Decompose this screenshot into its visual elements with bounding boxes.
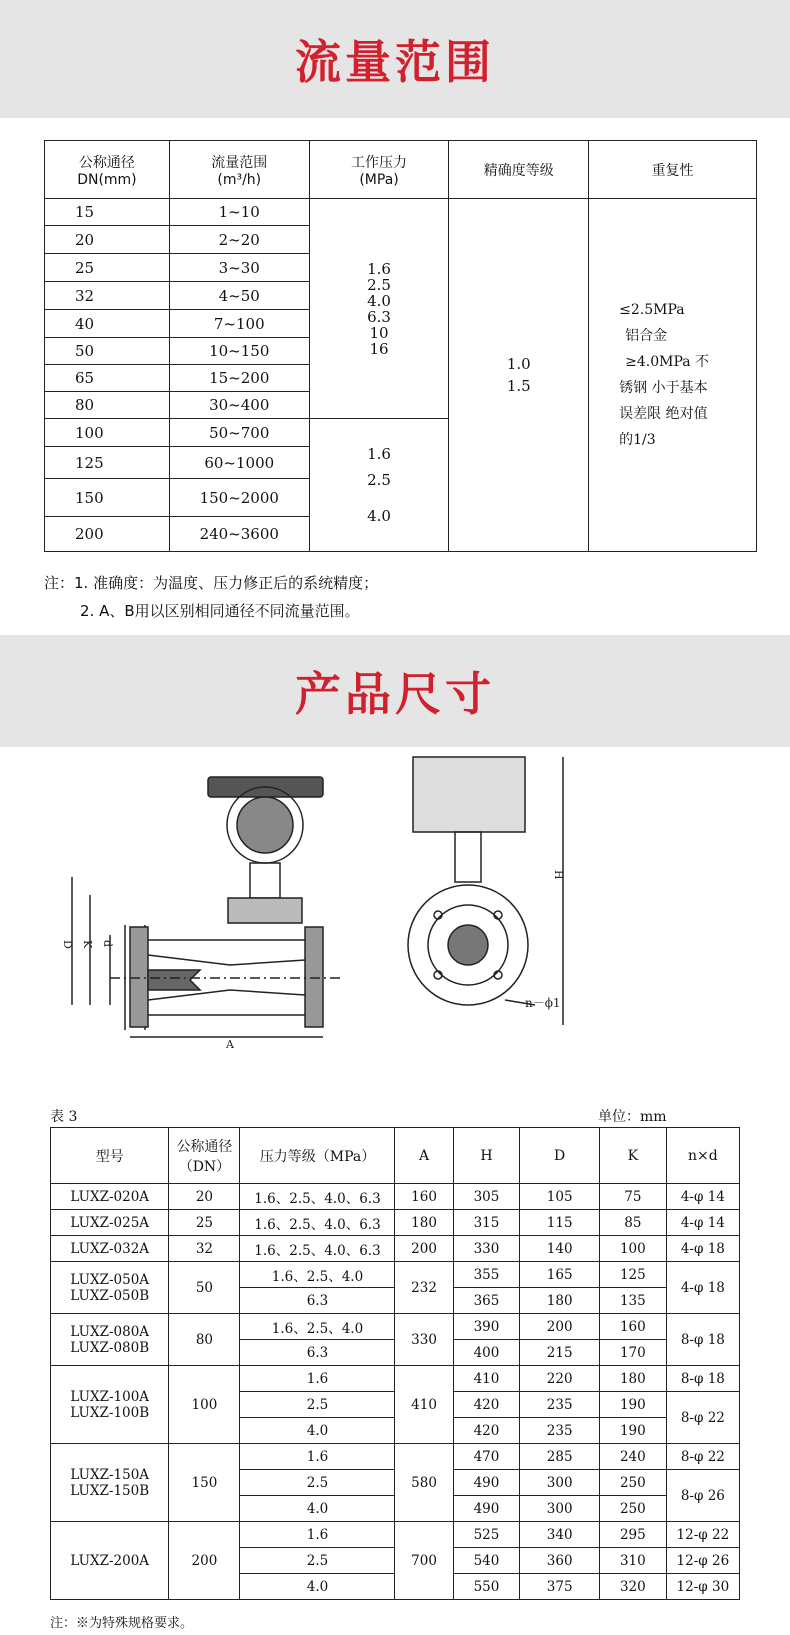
- label-H: H: [552, 870, 565, 880]
- label-D: D: [61, 940, 74, 949]
- front-neck: [455, 832, 481, 882]
- flow-cell: 15~200: [169, 365, 309, 392]
- pressure-group-2: 1.6 2.5 4.0: [309, 419, 449, 552]
- flow-cell: 2~20: [169, 226, 309, 254]
- neck: [250, 863, 280, 898]
- header-accuracy: 精确度等级: [449, 141, 589, 199]
- dn-cell: 150: [45, 479, 170, 517]
- header-model: 型号: [51, 1128, 169, 1184]
- front-view-drawing: [395, 755, 595, 1055]
- dn-cell: 80: [45, 392, 170, 419]
- flow-cell: 50~700: [169, 419, 309, 447]
- flow-cell: 150~2000: [169, 479, 309, 517]
- swirler: [148, 970, 200, 990]
- table-row: LUXZ-032A 32 1.6、2.5、4.0、6.3 200 330 140 100 4-φ 18: [51, 1236, 740, 1262]
- pressure-group-1: 1.6 2.5 4.0 6.3 10 16: [309, 199, 449, 419]
- table-unit: 单位：mm: [598, 1109, 667, 1125]
- label-A: A: [226, 1038, 234, 1051]
- inlet-flange: [130, 927, 148, 1027]
- label-holes: n－ϕ1: [525, 996, 561, 1010]
- transmitter-head: [413, 757, 525, 832]
- repeatability-cell: ≤2.5MPa 铝合金 ≥4.0MPa 不 锈钢 小于基本 误差限 绝对值 的1/3: [589, 199, 757, 552]
- side-view-drawing: [50, 775, 360, 1055]
- header-k: K: [600, 1128, 667, 1184]
- header-nd: n×d: [666, 1128, 739, 1184]
- label-d: d: [101, 940, 114, 948]
- table-row: 4.0 420 235 190: [51, 1418, 740, 1444]
- label-K: K: [81, 940, 94, 949]
- dn-cell: 65: [45, 365, 170, 392]
- header-d: D: [520, 1128, 600, 1184]
- header-h: H: [453, 1128, 520, 1184]
- flow-cell: 240~3600: [169, 517, 309, 552]
- section-banner-flow: [0, 0, 790, 118]
- table-row: 2.5 540 360 310 12-φ 26: [51, 1548, 740, 1574]
- flow-cell: 1~10: [169, 199, 309, 226]
- header-repeatability: 重复性: [589, 141, 757, 199]
- center-bore: [448, 925, 488, 965]
- flow-cell: 60~1000: [169, 447, 309, 479]
- table-row: LUXZ-200A 200 1.6 700 525 340 295 12-φ 22: [51, 1522, 740, 1548]
- outlet-flange: [305, 927, 323, 1027]
- table-row: 6.3 400 215 170: [51, 1340, 740, 1366]
- flow-cell: 3~30: [169, 254, 309, 282]
- section-title-size: 产品尺寸: [295, 667, 495, 721]
- dn-cell: 100: [45, 419, 170, 447]
- flow-cell: 30~400: [169, 392, 309, 419]
- dn-cell: 25: [45, 254, 170, 282]
- table-3-title: 表 3: [50, 1109, 78, 1125]
- table-row: 2.5 420 235 190 8-φ 22: [51, 1392, 740, 1418]
- flow-cell: 4~50: [169, 282, 309, 310]
- table-row: LUXZ-050A LUXZ-050B 50 1.6、2.5、4.0 232 355 165 125 4-φ 18: [51, 1262, 740, 1288]
- table-row: LUXZ-100A LUXZ-100B 100 1.6 410 410 220 180 8-φ 18: [51, 1366, 740, 1392]
- flow-cell: 7~100: [169, 310, 309, 338]
- dn-cell: 125: [45, 447, 170, 479]
- table-row: LUXZ-020A 20 1.6、2.5、4.0、6.3 160 305 105 75 4-φ 14: [51, 1184, 740, 1210]
- header-flow: 流量范围 (m³/h): [169, 141, 309, 199]
- dn-cell: 20: [45, 226, 170, 254]
- table-row: LUXZ-025A 25 1.6、2.5、4.0、6.3 180 315 115 85 4-φ 14: [51, 1210, 740, 1236]
- flow-range-table: [44, 140, 757, 552]
- flow-cell: 10~150: [169, 338, 309, 365]
- table-row: LUXZ-080A LUXZ-080B 80 1.6、2.5、4.0 330 390 200 160 8-φ 18: [51, 1314, 740, 1340]
- dn-cell: 50: [45, 338, 170, 365]
- table-row: 2.5 490 300 250 8-φ 26: [51, 1470, 740, 1496]
- dn-cell: 15: [45, 199, 170, 226]
- header-dn: 公称通径 DN(mm): [45, 141, 170, 199]
- accuracy-cell: 1.0 1.5: [449, 199, 589, 552]
- header-dn: 公称通径 （DN）: [169, 1128, 240, 1184]
- table-row: LUXZ-150A LUXZ-150B 150 1.6 580 470 285 240 8-φ 22: [51, 1444, 740, 1470]
- dn-cell: 200: [45, 517, 170, 552]
- header-pressure: 工作压力 (MPa): [309, 141, 449, 199]
- note-line-2: 2. A、B用以区别相同通径不同流量范围。: [80, 602, 360, 620]
- footnote: 注：※为特殊规格要求。: [50, 1616, 194, 1631]
- dn-cell: 40: [45, 310, 170, 338]
- amplifier-housing: [228, 898, 302, 923]
- table-row: 4.0 550 375 320 12-φ 30: [51, 1574, 740, 1600]
- header-a: A: [395, 1128, 453, 1184]
- display-dial-inner: [237, 797, 293, 853]
- dn-cell: 32: [45, 282, 170, 310]
- table-row: 4.0 490 300 250: [51, 1496, 740, 1522]
- table-row: 6.3 365 180 135: [51, 1288, 740, 1314]
- dimension-table: [50, 1127, 740, 1600]
- note-line-1: 注：1. 准确度：为温度、压力修正后的系统精度；: [44, 574, 379, 592]
- section-banner-size: [0, 635, 790, 747]
- section-title-flow: 流量范围: [295, 35, 495, 89]
- header-pressure: 压力等级（MPa）: [240, 1128, 395, 1184]
